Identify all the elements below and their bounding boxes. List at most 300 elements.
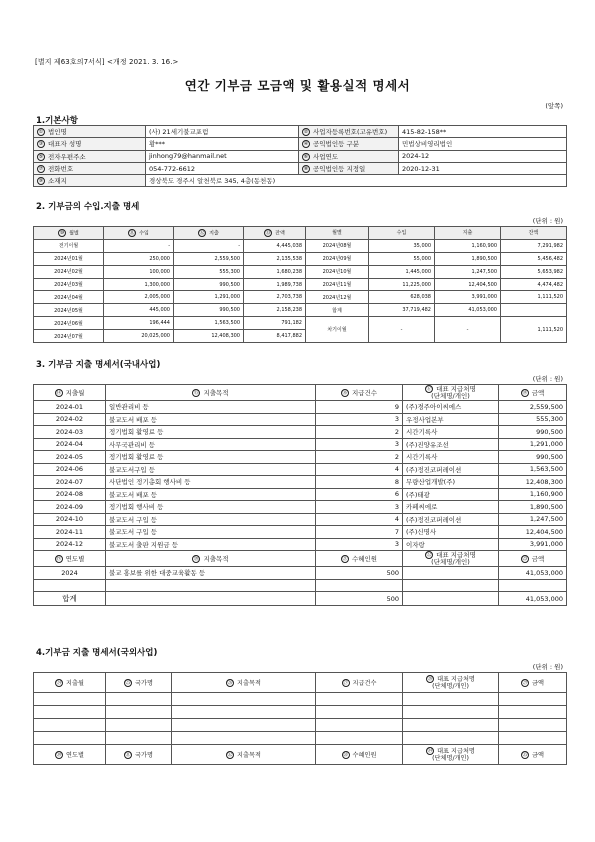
domestic-expense-table: [33, 384, 567, 606]
purpose-cell-text: 불교 홍보를 위한 대중교육활동 등: [109, 569, 206, 578]
col-header: [369, 227, 435, 240]
total-row: [34, 592, 567, 606]
form-number: [별지 제63호의7서식] <개정 2021. 3. 16.>: [35, 58, 179, 66]
info-label: [299, 126, 399, 138]
info-label-text: 사업자등록번호(고유번호): [313, 128, 388, 137]
amount-cell-text: 555,300: [536, 415, 563, 424]
month-cell-text: 2024년12월: [322, 294, 352, 301]
basic-info-row: [34, 162, 567, 174]
count-cell: [316, 426, 403, 439]
col-header: [172, 745, 316, 765]
blank-row: [34, 693, 567, 706]
blank-cell: [316, 719, 403, 732]
count-cell: [316, 463, 403, 476]
month-cell-text: 2024년06월: [54, 320, 83, 327]
info-value: [399, 138, 567, 150]
count-cell: [316, 438, 403, 451]
expense-cell: [174, 252, 244, 265]
balance-cell: [501, 304, 567, 317]
circled-number: ㉒: [426, 552, 432, 558]
blank-cell: [499, 732, 567, 745]
blank-row: [34, 732, 567, 745]
circled-number: ⑤: [38, 153, 44, 160]
date-cell-text: 2024-08: [55, 490, 84, 499]
info-value-text: (사) 21세기불교포럼: [149, 128, 209, 137]
expense-cell-text: 2,559,500: [214, 255, 240, 262]
purpose-cell: [106, 567, 316, 580]
income-cell: [104, 252, 174, 265]
blank-cell: [172, 706, 316, 719]
balance-cell: [244, 304, 306, 317]
info-value: [146, 162, 299, 174]
payee-cell-text: 무량산업개발(주): [406, 478, 456, 487]
circled-number: ⑨: [38, 178, 44, 185]
month-cell: [34, 304, 104, 317]
month-cell: [306, 252, 369, 265]
col-header-text: 대표 지급처명: [437, 676, 475, 683]
col-header: [316, 551, 403, 567]
circled-number: ⑧: [303, 166, 309, 173]
info-label-text: 대표자 성명: [48, 140, 82, 149]
purpose-cell: [106, 451, 316, 464]
date-cell: [34, 426, 106, 439]
count-cell: [316, 488, 403, 501]
col-header: [306, 227, 369, 240]
col-header-text2: (단체명/개인): [431, 558, 470, 566]
month-cell: [34, 252, 104, 265]
col-header-text: 국가명: [135, 680, 153, 687]
col-header: [106, 745, 172, 765]
payee-cell-text: 시간기록사: [406, 428, 438, 437]
col-header-text: 지출목적: [237, 680, 261, 687]
income-cell: [369, 291, 435, 304]
col-header: [499, 385, 567, 401]
balance-cell-text: 2,703,738: [276, 294, 302, 301]
income-cell-text: -: [168, 242, 170, 249]
income-cell-text: 196,444: [149, 320, 170, 327]
info-value: [399, 150, 567, 162]
blank-cell: [499, 693, 567, 706]
section3-title: 3. 기부금 지출 명세서(국내사업): [36, 360, 161, 370]
circled-number: ㉝: [343, 752, 349, 758]
date-cell: [34, 538, 106, 551]
date-cell: [34, 438, 106, 451]
document-title: 연간 기부금 모금액 및 활용실적 명세서: [184, 78, 411, 93]
purpose-cell-text: 일반관리비 등: [109, 403, 149, 412]
income-cell: [104, 304, 174, 317]
basic-info-table: [33, 125, 567, 187]
payee-cell: [403, 451, 499, 464]
income-cell: [104, 265, 174, 278]
expense-cell-text: 555,300: [219, 268, 240, 275]
blank-cell: [34, 732, 106, 745]
circled-number: ⑦: [38, 166, 44, 173]
carry-balance: [501, 317, 567, 343]
col-header: [34, 385, 106, 401]
month-cell: [306, 265, 369, 278]
info-value-text: 415-82-158**: [402, 127, 447, 136]
col-header-text: 금액: [531, 555, 545, 563]
beneficiaries-cell: [316, 567, 403, 580]
col-header: [244, 227, 306, 240]
month-row: [34, 291, 567, 304]
expense-cell: [435, 252, 501, 265]
count-cell: [316, 413, 403, 426]
col-header: [104, 227, 174, 240]
total-beneficiaries: [316, 592, 403, 606]
circled-number: ㉛: [125, 752, 131, 758]
info-value-text: 2020-12-31: [402, 164, 440, 173]
income-cell: [369, 278, 435, 291]
expense-cell: [174, 291, 244, 304]
circled-number: ㉔: [56, 680, 62, 686]
carry-label-text: 차기이월: [327, 327, 347, 334]
info-label-text: 소재지: [48, 177, 67, 186]
expense-cell-text: 1,563,500: [214, 320, 240, 327]
col-header: [34, 227, 104, 240]
payee-cell-text: 우정사업본부: [406, 415, 444, 424]
address-row: [34, 175, 567, 187]
col-header-text: 지출월: [65, 389, 85, 397]
info-label: [34, 162, 146, 174]
expense-row: [34, 476, 567, 489]
income-cell: [104, 317, 174, 330]
income-cell-text: 628,038: [410, 294, 431, 301]
month-cell-text: 2024년01월: [54, 256, 83, 263]
blank-cell: [403, 579, 499, 592]
balance-cell: [501, 239, 567, 252]
income-cell-text: 20,025,000: [141, 333, 170, 340]
purpose-cell-text: 불교도서 배포 등: [109, 415, 158, 424]
payee-cell-text: (주)태광: [406, 490, 430, 499]
expense-cell: [435, 291, 501, 304]
balance-cell-text: 1,989,738: [276, 281, 302, 288]
month-cell-text: 전기이월: [58, 243, 79, 250]
income-expense-table: [33, 226, 567, 343]
purpose-cell: [106, 463, 316, 476]
purpose-cell-text: 불교도서 구입 등: [109, 528, 158, 537]
balance-cell: [501, 265, 567, 278]
col-header-text: 지출: [462, 230, 473, 237]
month-cell-text: 2024년07월: [54, 333, 83, 340]
date-cell: [34, 513, 106, 526]
col-header: [316, 745, 403, 765]
circled-number: ㉙: [522, 680, 528, 686]
amount-cell-text: 41,053,000: [525, 568, 563, 577]
basic-info-row: [34, 126, 567, 138]
info-label: [34, 150, 146, 162]
header-row: [34, 745, 567, 765]
balance-cell: [501, 278, 567, 291]
info-value-text: 054-772-6612: [149, 164, 196, 173]
amount-cell-text: 12,404,500: [525, 527, 563, 536]
expense-row: [34, 513, 567, 526]
total-beneficiaries-text: 500: [386, 594, 399, 603]
balance-cell-text: 791,182: [281, 320, 302, 327]
balance-cell: [244, 239, 306, 252]
payee-cell-text: (주)진양유조선: [406, 440, 449, 449]
info-label-text: 사업연도: [313, 152, 339, 161]
col-header: [172, 673, 316, 693]
col-header: [403, 673, 499, 693]
purpose-cell: [106, 526, 316, 539]
payee-cell: [403, 426, 499, 439]
balance-cell: [244, 317, 306, 330]
date-cell: [34, 451, 106, 464]
count-cell-text: 9: [394, 402, 399, 411]
total-label: [34, 592, 106, 606]
blank-cell: [499, 719, 567, 732]
month-cell: [34, 239, 104, 252]
col-header-text2: (단체명/개인): [432, 755, 469, 762]
col-header-text: 금액: [532, 680, 544, 687]
expense-cell: [174, 330, 244, 343]
blank-cell: [316, 732, 403, 745]
circled-number: ④: [303, 141, 309, 148]
carry-expense: [435, 317, 501, 343]
circled-number: ㉗: [343, 680, 349, 686]
count-cell: [316, 526, 403, 539]
info-label-text: 전화번호: [48, 165, 74, 174]
circled-number: ⑲: [56, 556, 62, 562]
col-header: [501, 227, 567, 240]
col-header-text2: (단체명/개인): [432, 683, 469, 690]
expense-row: [34, 426, 567, 439]
date-cell: [34, 463, 106, 476]
blank-cell: [34, 719, 106, 732]
income-cell: [104, 239, 174, 252]
col-header: [174, 227, 244, 240]
amount-cell: [499, 488, 567, 501]
info-label: [34, 126, 146, 138]
amount-cell-text: 1,160,900: [529, 490, 563, 499]
blank-cell: [316, 693, 403, 706]
col-header-text: 월별: [332, 230, 342, 237]
col-header-text: 국가명: [135, 752, 153, 759]
year-cell: [34, 567, 106, 580]
blank-cell: [499, 706, 567, 719]
col-header: [106, 673, 172, 693]
expense-cell: [174, 304, 244, 317]
carry-expense-text: -: [466, 326, 469, 333]
expense-cell-text: 1,247,500: [471, 268, 497, 275]
amount-cell-text: 1,291,000: [529, 440, 563, 449]
payee-cell-text: (주)정진코퍼레이션: [406, 465, 462, 474]
info-label: [299, 162, 399, 174]
month-cell: [34, 278, 104, 291]
payee-cell-text: 시간기록사: [406, 453, 438, 462]
expense-cell: [435, 265, 501, 278]
amount-cell: [499, 451, 567, 464]
section2-unit: (단위 : 원): [532, 217, 563, 225]
payee-cell: [403, 463, 499, 476]
date-cell: [34, 488, 106, 501]
col-header: [106, 551, 316, 567]
expense-row: [34, 401, 567, 414]
month-row: [34, 265, 567, 278]
payee-cell-text: (주)신명사: [406, 528, 437, 537]
info-label: [34, 138, 146, 150]
address-value: [146, 175, 567, 187]
col-header-text: 대표 지급처명: [437, 748, 475, 755]
income-cell: [104, 278, 174, 291]
blank-cell: [106, 579, 316, 592]
amount-cell-text: 12,408,300: [525, 477, 563, 486]
income-cell-text: 1,300,000: [144, 281, 170, 288]
purpose-cell: [106, 438, 316, 451]
date-cell: [34, 413, 106, 426]
month-cell-text: 2024년04월: [54, 294, 83, 301]
circled-number: ㉚: [56, 752, 62, 758]
purpose-cell-text: 사무국관리비 등: [109, 440, 156, 449]
info-value-text: 2024-12: [402, 152, 430, 161]
amount-cell: [499, 426, 567, 439]
month-cell-text: 2024년08월: [322, 243, 352, 250]
amount-cell: [499, 538, 567, 551]
col-header-text2: (단체명/개인): [431, 392, 470, 400]
purpose-cell-text: 사단법인 정기총회 행사비 등: [109, 478, 191, 487]
blank-cell: [106, 693, 172, 706]
section4-title: 4.기부금 지출 명세서(국외사업): [36, 648, 158, 658]
purpose-cell: [106, 426, 316, 439]
col-header-text: 지급건수: [352, 680, 377, 687]
col-header-text: 연도별: [66, 752, 84, 759]
month-cell-text: 2024년10월: [322, 269, 352, 276]
purpose-cell-text: 불교도서 출판 지원금 등: [109, 540, 178, 549]
amount-cell: [499, 526, 567, 539]
amount-cell: [499, 401, 567, 414]
info-value: [146, 150, 299, 162]
basic-info-row: [34, 138, 567, 150]
amount-cell-text: 990,500: [536, 452, 563, 461]
info-label: [299, 150, 399, 162]
circled-number: ⑳: [193, 556, 199, 562]
total-amount-text: 41,053,000: [525, 594, 563, 603]
income-cell: [369, 304, 435, 317]
col-header-text: 수혜인원: [351, 555, 378, 563]
purpose-cell-text: 정기법회 행사비 등: [109, 503, 164, 512]
date-cell-text: 2024-04: [55, 440, 84, 449]
date-cell-text: 2024-02: [55, 415, 84, 424]
amount-cell-text: 2,559,500: [529, 402, 563, 411]
col-header: [34, 745, 106, 765]
month-cell: [34, 330, 104, 343]
expense-cell: [435, 278, 501, 291]
month-row: [34, 317, 567, 330]
month-cell-text: 2024년02월: [54, 269, 83, 276]
month-cell: [34, 291, 104, 304]
circled-number: ㉕: [125, 680, 131, 686]
count-cell: [316, 401, 403, 414]
payee-cell: [403, 513, 499, 526]
income-cell: [369, 252, 435, 265]
purpose-cell: [106, 488, 316, 501]
carry-income-text: -: [400, 326, 403, 333]
section1-title: 1.기본사항: [36, 116, 78, 126]
amount-cell-text: 1,563,500: [529, 465, 563, 474]
info-label-text: 공익법인등 구분: [313, 140, 360, 149]
income-cell-text: 1,445,000: [405, 268, 431, 275]
date-cell-text: 2024-11: [55, 527, 84, 536]
date-cell-text: 2024-10: [55, 515, 84, 524]
circled-number: ①: [38, 129, 44, 136]
income-cell: [104, 291, 174, 304]
purpose-cell-text: 정기법회 활영료 등: [109, 453, 164, 462]
month-cell-text: 2024년05월: [54, 307, 83, 314]
circled-number: ⑩: [59, 229, 65, 236]
info-label: [299, 138, 399, 150]
col-header-text: 지출목적: [203, 555, 229, 563]
income-cell-text: 37,719,482: [402, 307, 431, 314]
date-cell-text: 2024-12: [55, 540, 84, 549]
month-cell: [34, 265, 104, 278]
carry-label: [306, 317, 369, 343]
circled-number: ⑱: [522, 390, 528, 396]
blank-row: [34, 579, 567, 592]
circled-number: ㉘: [427, 676, 433, 682]
purpose-cell-text: 불교도서구입 등: [109, 465, 156, 474]
blank-cell: [403, 693, 499, 706]
circled-number: ㉞: [427, 748, 433, 754]
balance-cell: [501, 291, 567, 304]
carry-income: [369, 317, 435, 343]
payee-cell: [403, 488, 499, 501]
payee-cell: [403, 526, 499, 539]
expense-cell: [174, 239, 244, 252]
expense-row: [34, 488, 567, 501]
col-header: [499, 673, 567, 693]
count-cell-text: 4: [394, 515, 399, 524]
circled-number: ⑭: [56, 390, 62, 396]
blank-row: [34, 706, 567, 719]
payee-cell: [403, 567, 499, 580]
month-cell: [306, 291, 369, 304]
blank-cell: [106, 592, 316, 606]
info-value-text: jinhong79@hanmail.net: [149, 152, 227, 161]
col-header: [499, 745, 567, 765]
col-header-text: 수입: [396, 230, 407, 237]
date-cell-text: 2024-05: [55, 452, 84, 461]
col-header-text: 수혜인원: [352, 752, 377, 759]
page-side-label: (앞쪽): [545, 102, 563, 110]
count-cell: [316, 451, 403, 464]
col-header-text: 금액: [532, 752, 544, 759]
count-cell: [316, 538, 403, 551]
payee-cell: [403, 413, 499, 426]
blank-cell: [403, 592, 499, 606]
section4-unit: (단위 : 원): [532, 663, 563, 671]
beneficiaries-cell-text: 500: [386, 568, 399, 577]
col-header: [316, 673, 403, 693]
expense-cell-text: 12,408,300: [211, 333, 240, 340]
info-label-text: 법인명: [48, 128, 67, 137]
circled-number: ⑯: [342, 390, 348, 396]
info-label-text: 공익법인등 지정일: [313, 165, 366, 174]
payee-cell-text: (주)경주아이씨에스: [406, 403, 462, 412]
balance-cell-text: 4,445,038: [276, 242, 302, 249]
col-header: [316, 385, 403, 401]
month-cell-text: 2024년09월: [322, 256, 352, 263]
payee-cell: [403, 501, 499, 514]
month-cell-text: 2024년11월: [322, 282, 352, 288]
payee-cell: [403, 438, 499, 451]
balance-cell: [244, 265, 306, 278]
date-cell: [34, 526, 106, 539]
blank-cell: [106, 706, 172, 719]
info-value-text: 황***: [149, 140, 166, 149]
total-amount: [499, 592, 567, 606]
col-header-text: 월별: [69, 230, 79, 237]
